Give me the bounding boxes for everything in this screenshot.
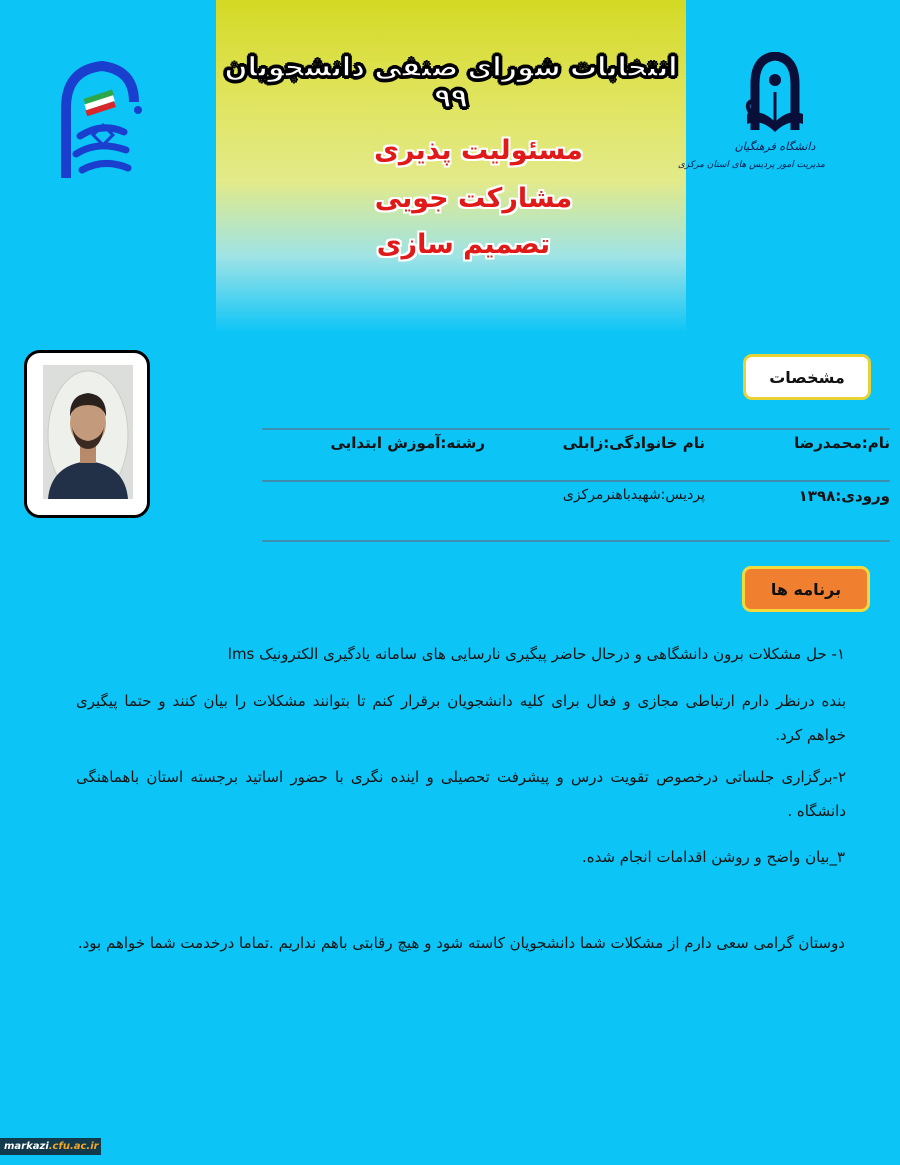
field-of-study: رشته:آموزش ابتدایی xyxy=(330,434,485,452)
campus: پردیس:شهیدباهنرمرکزی xyxy=(562,487,705,503)
slogan-responsibility: مسئولیت پذیری xyxy=(374,135,583,166)
last-name: نام خانوادگی:زابلی xyxy=(562,434,705,452)
programs-section-label: برنامه ها xyxy=(742,566,870,612)
specs-section-label: مشخصات xyxy=(743,354,871,400)
farhangian-university-logo xyxy=(677,52,825,192)
student-union-logo xyxy=(52,58,147,188)
divider xyxy=(262,428,890,430)
program-item-2: ۲-برگزاری جلساتی درخصوص تقویت درس و پیشرفت تحصیلی و اینده نگری با حضور اساتید برجسته استان باهماهنگی دانشگاه . xyxy=(76,768,846,820)
watermark-domain-part1: markazi xyxy=(4,1141,49,1152)
header-banner xyxy=(216,0,686,330)
divider xyxy=(262,480,890,482)
site-watermark xyxy=(0,1138,101,1155)
entry-year: ورودی:۱۳۹۸ xyxy=(798,487,890,505)
banner-title: انتخابات شورای صنفی دانشجویان ۹۹ xyxy=(224,52,678,114)
first-name: نام:محمدرضا xyxy=(794,434,890,452)
university-subcaption: مدیریت امور پردیس های استان مرکزی xyxy=(677,160,825,170)
program-item-3: ۳_بیان واضح و روشن اقدامات انجام شده. xyxy=(581,848,845,866)
candidate-photo xyxy=(43,365,133,499)
watermark-domain-part2: .cfu.ac.ir xyxy=(48,1141,99,1152)
closing-statement: دوستان گرامی سعی دارم از مشکلات شما دانشجویان کاسته شود و هیچ رقابتی باهم نداریم .تماما درخدمت شما خواهم بود. xyxy=(77,934,845,952)
slogan-decision-making: تصمیم سازی xyxy=(376,229,551,260)
university-caption: دانشگاه فرهنگیان xyxy=(734,140,816,153)
divider xyxy=(262,540,890,542)
program-item-1: ۱- حل مشکلات برون دانشگاهی و درحال حاضر پیگیری نارسایی های سامانه یادگیری الکترونیک lms xyxy=(227,645,845,663)
union-emblem-icon xyxy=(52,58,147,188)
university-emblem-icon xyxy=(725,52,825,142)
candidate-photo-frame xyxy=(24,350,150,518)
program-item-1-detail: بنده درنظر دارم ارتباطی مجازی و فعال برای کلیه دانشجویان برقرار کنم تا بتوانند مشکلات را بیان کنند و حتما پیگیری خواهم کرد. xyxy=(76,692,846,744)
slogan-participation: مشارکت جویی xyxy=(374,183,573,214)
